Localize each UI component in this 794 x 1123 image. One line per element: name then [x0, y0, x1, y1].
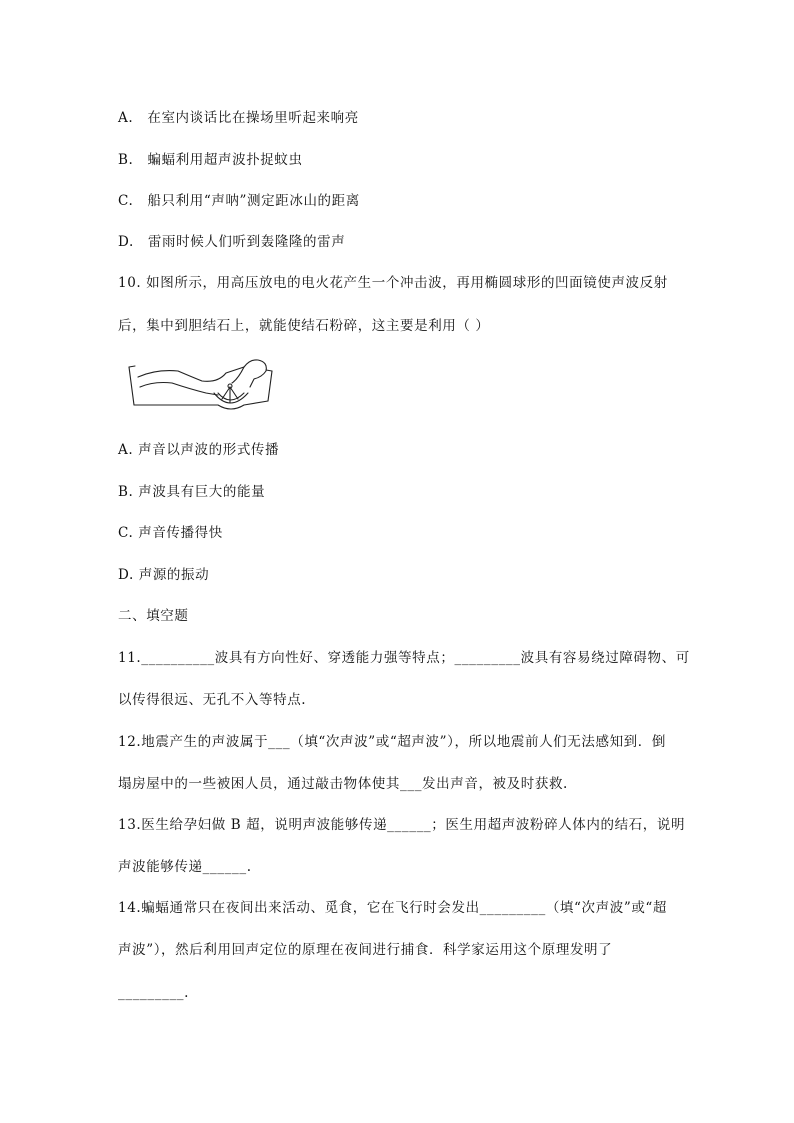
q13-line2: 声波能够传递______. — [118, 859, 252, 875]
q11-line2: 以传得很远、无孔不入等特点. — [118, 692, 307, 708]
q12-line2: 塌房屋中的一些被困人员，通过敲击物体使其___发出声音，被及时获救. — [118, 776, 568, 792]
q10-option-d: D. 声源的振动 — [118, 567, 210, 583]
q10-option-c: C. 声音传播得快 — [118, 525, 223, 541]
q14-line2: 声波”），然后利用回声定位的原理在夜间进行捕食．科学家运用这个原理发明了 — [118, 942, 613, 958]
q9-option-a: A. 在室内谈话比在操场里听起来响亮 — [118, 110, 359, 126]
q13-line1: 13.医生给孕妇做 B 超，说明声波能够传递______；医生用超声波粉碎人体内的结石，说明 — [118, 817, 686, 833]
q14-line3: _________. — [118, 985, 190, 1001]
q9-option-b: B. 蝙蝠利用超声波扑捉蚊虫 — [118, 152, 303, 168]
q9-option-d: D. 雷雨时候人们听到轰隆隆的雷声 — [118, 234, 346, 250]
q10-option-a: A. 声音以声波的形式传播 — [118, 442, 280, 458]
q10-stem-line1: 10. 如图所示，用高压放电的电火花产生一个冲击波，再用椭圆球形的凹面镜使声波反射 — [118, 275, 668, 291]
q12-line1: 12.地震产生的声波属于___（填“次声波”或“超声波”），所以地震前人们无法感知到．倒 — [118, 734, 666, 750]
q9-option-c: C. 船只利用“声呐”测定距冰山的距离 — [118, 193, 360, 209]
q14-line1: 14.蝙蝠通常只在夜间出来活动、觅食，它在飞行时会发出_________（填“次声波”或“超 — [118, 900, 668, 916]
lithotripsy-illustration — [126, 353, 276, 413]
q10-stem-line2: 后，集中到胆结石上，就能使结石粉碎，这主要是利用（ ） — [118, 318, 490, 334]
q10-option-b: B. 声波具有巨大的能量 — [118, 484, 266, 500]
section-title: 二、填空题 — [118, 608, 189, 624]
q11-line1: 11.__________波具有方向性好、穿透能力强等特点；_________波具有容易绕过障碍物、可 — [118, 650, 690, 666]
